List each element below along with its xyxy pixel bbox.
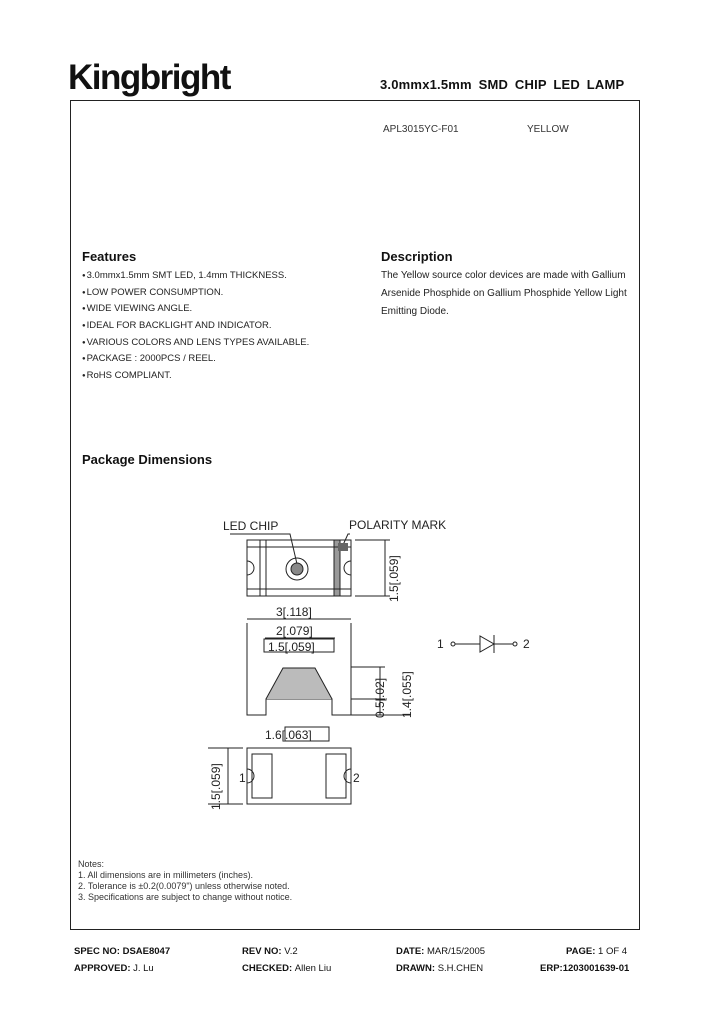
led-chip-label: LED CHIP [223,519,279,533]
polarity-mark [338,543,348,551]
pad-2-label: 2 [353,771,360,785]
list-item: 1. All dimensions are in millimeters (inches). [78,870,254,880]
bottom-view-body [247,748,351,804]
footer-value: V.2 [284,946,298,957]
dim-width-15: 1.5[.059] [268,640,315,654]
dim-height-bottom: 1.5[.059] [209,763,223,810]
list-item: ● WIDE VIEWING ANGLE. [82,301,309,318]
footer-date [396,946,485,957]
part-number: APL3015YC-F01 [383,124,459,135]
footer-rev-no [242,946,298,957]
package-dimensions-heading: Package Dimensions [82,452,213,467]
dim-16: 1.6[.063] [265,728,312,742]
top-view-left-pad [260,540,266,596]
footer-value: J. Lu [133,963,154,974]
symbol-cathode-label: 2 [523,637,530,651]
footer-drawn [396,963,483,974]
pad-1-label: 1 [239,771,246,785]
list-item: ● PACKAGE : 2000PCS / REEL. [82,351,309,368]
footer-page [566,946,627,957]
footer-label: PAGE: [566,946,596,957]
footer-value: Allen Liu [294,963,332,974]
features-heading: Features [82,249,137,264]
list-item: ● LOW POWER CONSUMPTION. [82,285,309,302]
footer-label: DRAWN: [396,963,436,974]
symbol-anode-label: 1 [437,637,444,651]
footer-value: DSAE8047 [122,946,171,957]
diode-symbol-icon [480,636,494,652]
notes-heading: Notes: [78,859,105,869]
document-title: 3.0mmx1.5mm SMD CHIP LED LAMP [380,77,625,92]
list-item: ● IDEAL FOR BACKLIGHT AND INDICATOR. [82,318,309,335]
description-text: The Yellow source color devices are made with Gallium Arsenide Phosphide on Gallium Phosphide Yellow Light Emitting Diode. [381,270,627,317]
list-item: ● RoHS COMPLIANT. [82,368,309,385]
footer-value: MAR/15/2005 [426,946,486,957]
list-item: ● 3.0mmx1.5mm SMT LED, 1.4mm THICKNESS. [82,268,309,285]
footer-spec-no [74,946,170,957]
footer-erp [540,963,629,974]
footer-label: ERP: [540,963,563,974]
led-chip [291,563,303,575]
footer-checked [242,963,331,974]
polarity-mark-label: POLARITY MARK [349,518,447,532]
top-view-left-notch [247,561,254,575]
description-heading: Description [381,249,453,264]
dim-width-2: 2[.079] [276,624,313,638]
footer-label: CHECKED: [242,963,293,974]
bottom-view-right-notch [344,769,351,783]
package-dimensions-drawing [200,510,560,810]
bottom-view-pad-2 [326,754,346,798]
footer-approved [74,963,154,974]
footer-label: DATE: [396,946,425,957]
footer-label: APPROVED: [74,963,131,974]
part-color: YELLOW [527,124,569,135]
footer-label: SPEC NO: [74,946,120,957]
led-chip-leader [230,534,297,564]
symbol-terminal [451,642,455,646]
list-item: ● VARIOUS COLORS AND LENS TYPES AVAILABLE. [82,335,309,352]
notes [78,859,292,903]
dim-length: 3[.118] [276,605,312,619]
dim-height-top: 1.5[.059] [387,555,401,602]
symbol-terminal [513,642,517,646]
features-list [82,268,309,385]
footer-label: REV NO: [242,946,282,957]
top-view-right-notch [344,561,351,575]
list-item: 2. Tolerance is ±0.2(0.0079") unless otherwise noted. [78,881,290,891]
dim-14: 1.4[.055] [400,671,414,718]
footer-value: 1 OF 4 [598,946,628,957]
list-item: 3. Specifications are subject to change without notice. [78,892,293,902]
dim-05: 0.5[.02] [373,677,387,718]
footer-value: S.H.CHEN [437,963,484,974]
footer-value: 1203001639-01 [562,963,630,974]
bottom-view-pad-1 [252,754,272,798]
bottom-view-left-notch [247,769,254,783]
brand-logo: Kingbright [68,58,230,97]
side-view-lens [266,668,332,699]
